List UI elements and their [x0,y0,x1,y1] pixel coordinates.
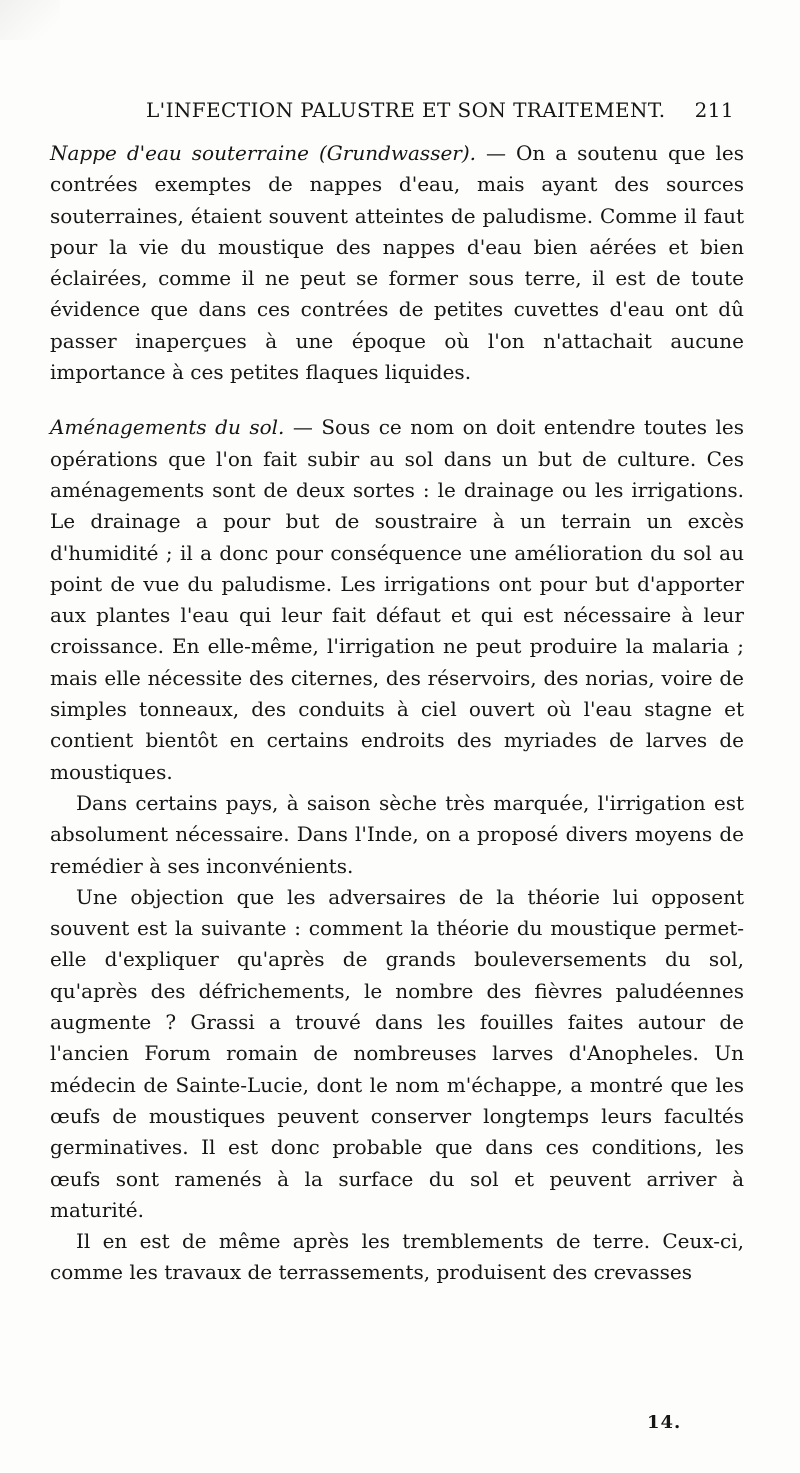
paragraph-text: — Sous ce nom on doit entendre toutes les opérations que l'on fait subir au sol dans un but de culture. Ces aménagements sont de deux sortes : le drainage ou les irrigations. Le drainage a pour but de soustraire à un terrain un excès d'humidité ; il a donc pour conséquence une amélioration du sol au point de vue du paludisme. Les irrigations ont pour but d'apporter aux plantes l'eau qui leur fait défaut et qui est nécessaire à leur croissance. En elle-même, l'irrigation ne peut produire la malaria ; mais elle nécessite des citernes, des réservoirs, des norias, voire de simples tonneaux, des conduits à ciel ouvert où l'eau stagne et contient bientôt en certains endroits des myriades de larves de moustiques. [50,415,744,784]
running-title: L'INFECTION PALUSTRE ET SON TRAITEMENT. [146,98,666,122]
scan-shadow [0,0,60,40]
paragraph-amenagements [50,412,744,788]
paragraph-lead: Aménagements du sol. [50,415,285,440]
paragraph-tremblements: Il en est de même après les tremblements de terre. Ceux-ci, comme les travaux de terrassements, produisent des crevasses [50,1229,744,1285]
paragraph-text: — On a soutenu que les contrées exemptes de nappes d'eau, mais ayant des sources souterraines, étaient souvent atteintes de paludisme. Comme il faut pour la vie du moustique des nappes d'eau bien aérées et bien éclairées, comme il ne peut se former sous terre, il est de toute évidence que dans ces contrées de petites cuvettes d'eau ont dû passer inaperçues à une époque où l'on n'attachait aucune importance à ces petites flaques liquides. [50,141,744,385]
page-number: 211 [694,98,734,122]
paragraph-objection: Une objection que les adversaires de la théorie lui opposent souvent est la suivante : comment la théorie du moustique permet-elle d'expliquer qu'après de grands bouleversements du sol, qu'après des défrichements, le nombre des fièvres paludéennes augmente ? Grassi a trouvé dans les fouilles faites autour de l'ancien Forum romain de nombreuses larves d'Anopheles. Un médecin de Sainte-Lucie, dont le nom m'échappe, a montré que les œufs de moustiques peuvent conserver longtemps leurs facultés germinatives. Il est donc probable que dans ces conditions, les œufs sont ramenés à la surface du sol et peuvent arriver à maturité. [50,884,744,1222]
paragraph-inde: Dans certains pays, à saison sèche très marquée, l'irrigation est absolument nécessaire. Dans l'Inde, on a proposé divers moyens de remédier à ses inconvénients. [50,790,744,878]
signature-mark: 14. [647,1412,682,1433]
page-header [146,98,744,132]
body-text [50,138,744,1289]
paragraph-lead: Nappe d'eau souterraine (Grundwasser). [50,141,477,165]
paragraph-nappe-eau [50,138,744,388]
